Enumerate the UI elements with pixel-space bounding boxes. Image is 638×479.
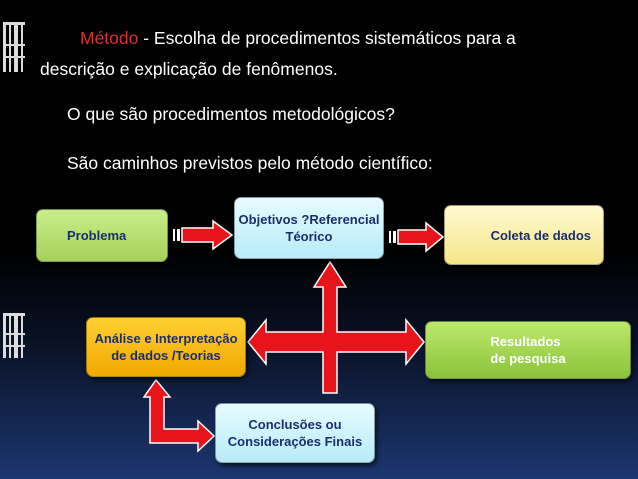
box-objetivos-line1: Objetivos ?Referencial — [238, 212, 380, 227]
box-resultados-line1: Resultados — [490, 334, 561, 349]
box-conclusoes-line1: Conclusões ou — [248, 417, 342, 432]
arrow-objetivos-to-coleta — [389, 223, 443, 251]
box-analise — [86, 317, 246, 377]
method-definition-text: - Escolha de procedimentos sistemáticos para a — [138, 28, 516, 48]
box-conclusoes — [215, 403, 375, 463]
box-analise-line2: de dados /Teorias — [111, 348, 221, 363]
method-definition-line2: descrição e explicação de fenômenos. — [40, 59, 338, 79]
arrow-central-hub — [248, 262, 424, 393]
box-problema-label: Problema — [67, 228, 127, 243]
box-resultados — [425, 321, 631, 379]
box-coleta-dados — [444, 205, 604, 265]
answer-text: São caminhos previstos pelo método científico: — [67, 153, 433, 173]
arrow-analise-conclusoes — [144, 380, 214, 451]
method-keyword: Método — [80, 28, 139, 48]
box-problema — [36, 209, 168, 262]
box-coleta-label: Coleta de dados — [490, 227, 591, 243]
question-text: O que são procedimentos metodológicos? — [67, 104, 395, 124]
box-resultados-line2: de pesquisa — [490, 351, 566, 366]
box-analise-line1: Análise e Interpretação — [94, 331, 238, 346]
box-objetivos — [234, 197, 384, 259]
box-objetivos-line2: Téorico — [285, 229, 333, 244]
box-conclusoes-line2: Considerações Finais — [227, 434, 363, 449]
arrow-problema-to-objetivos — [173, 221, 232, 249]
